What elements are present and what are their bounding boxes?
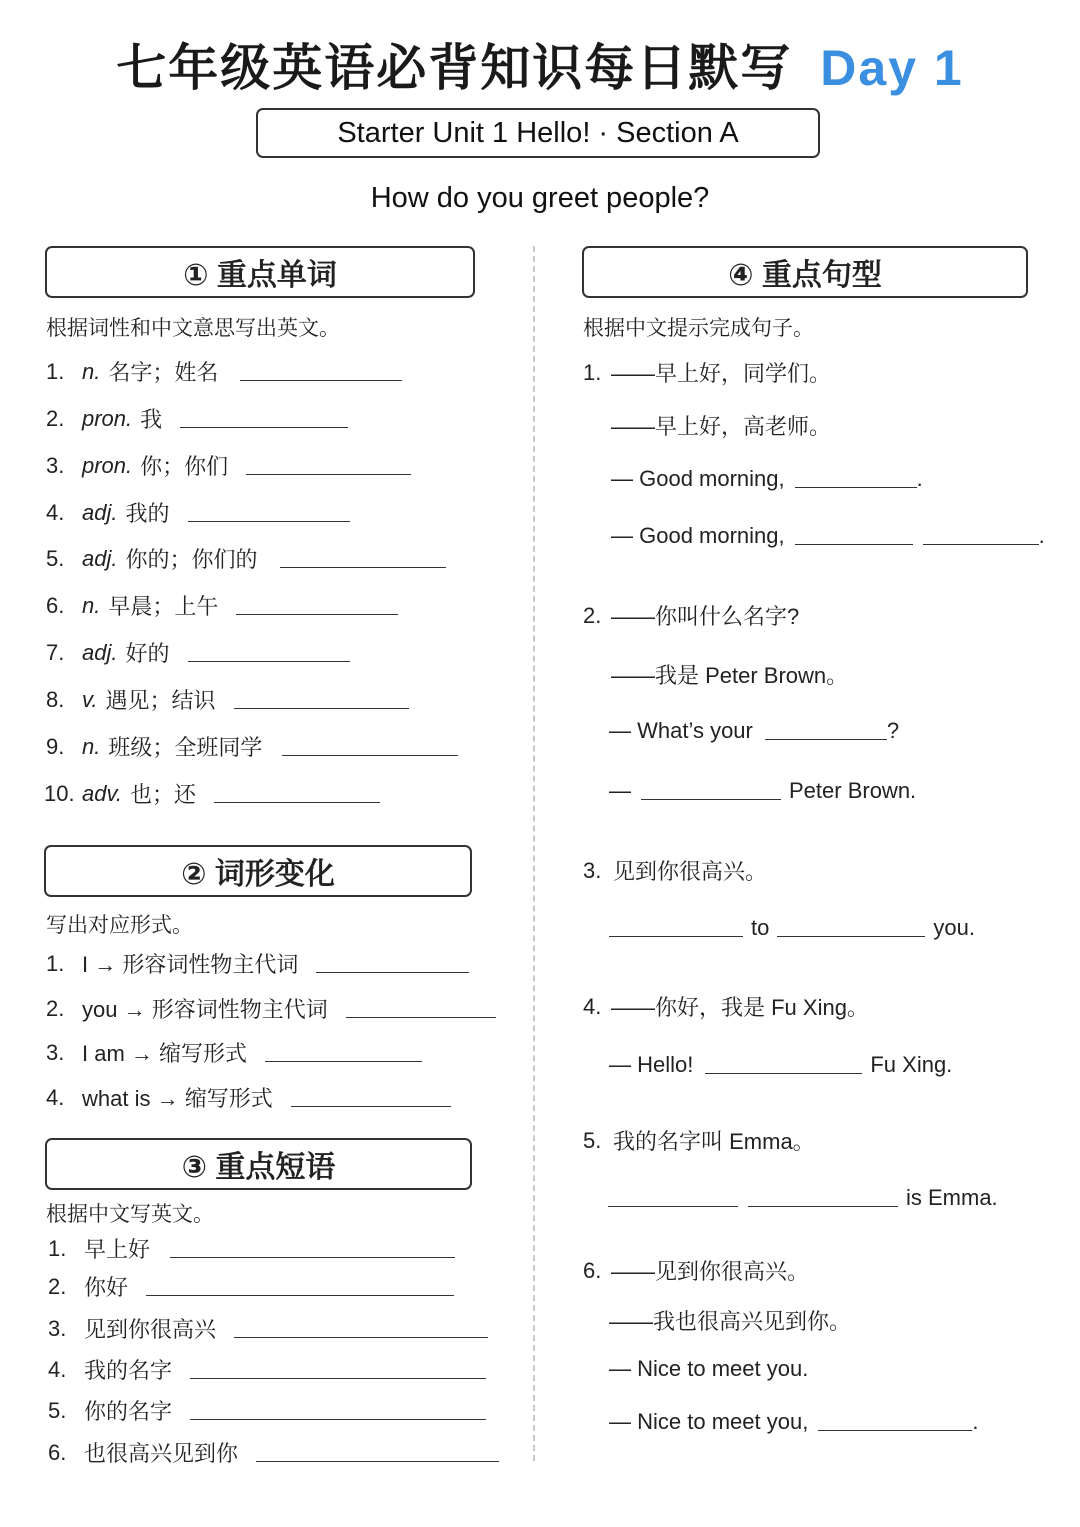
- answer-blank[interactable]: [795, 543, 913, 545]
- form-item-1: [46, 948, 469, 979]
- item-number: 5.: [48, 1397, 67, 1423]
- item-text: 遇见；结识: [105, 688, 216, 713]
- item-number: 4.: [583, 993, 602, 1019]
- item-number: 2.: [48, 1273, 67, 1299]
- answer-blank[interactable]: [280, 566, 446, 568]
- section1-instruction: 根据词性和中文意思写出英文。: [46, 317, 340, 340]
- answer-blank[interactable]: [190, 1377, 486, 1379]
- item-text: I am → 缩写形式: [82, 1041, 248, 1066]
- item-text: 早上好: [84, 1237, 151, 1262]
- item-number: 4.: [46, 1084, 65, 1110]
- item-number: 6.: [46, 592, 65, 618]
- sentence-4-prompt: [583, 991, 869, 1022]
- item-number: 3.: [46, 452, 65, 478]
- answer-blank[interactable]: [188, 520, 350, 522]
- item-text: I → 形容词性物主代词: [82, 952, 299, 977]
- phrase-item-4: [48, 1354, 486, 1385]
- item-number: 6.: [48, 1439, 67, 1465]
- form-item-2: [46, 993, 496, 1024]
- title-day: Day 1: [820, 40, 964, 96]
- sentence-2-answer-2: [609, 778, 916, 804]
- answer-blank[interactable]: [265, 1060, 422, 1062]
- answer-blank[interactable]: [256, 1460, 499, 1462]
- item-number: 1.: [46, 358, 65, 384]
- english-text: Fu Xing.: [870, 1052, 953, 1077]
- item-number: 2.: [46, 995, 65, 1021]
- part-of-speech: pron.: [82, 452, 133, 478]
- item-text: 我: [140, 407, 163, 432]
- sentence-1-prompt: [583, 357, 831, 388]
- phrase-item-1: [48, 1233, 455, 1264]
- chinese-line: ——早上好，高老师。: [611, 414, 832, 439]
- part-of-speech: n.: [82, 358, 101, 384]
- answer-blank[interactable]: [641, 798, 781, 800]
- form-item-3: [46, 1037, 422, 1068]
- part-of-speech: adj.: [82, 545, 118, 571]
- answer-blank[interactable]: [234, 707, 409, 709]
- chinese-line: ——我是 Peter Brown。: [611, 663, 849, 688]
- answer-blank[interactable]: [188, 660, 350, 662]
- sentence-6-prompt: [583, 1255, 809, 1286]
- part-of-speech: adv.: [82, 780, 122, 806]
- item-number: 10.: [44, 780, 75, 806]
- answer-blank[interactable]: [316, 971, 469, 973]
- answer-blank[interactable]: [777, 935, 925, 937]
- answer-blank[interactable]: [246, 473, 411, 475]
- item-text: 你的名字: [84, 1399, 173, 1424]
- vocab-item-4: [46, 497, 350, 528]
- part-of-speech: adj.: [82, 639, 118, 665]
- phrase-item-3: [48, 1313, 488, 1344]
- column-divider: [533, 246, 535, 1461]
- english-text: to: [751, 915, 770, 940]
- part-of-speech: n.: [82, 592, 101, 618]
- english-text: you.: [933, 915, 975, 940]
- english-line: — Nice to meet you.: [609, 1356, 809, 1381]
- answer-blank[interactable]: [240, 379, 402, 381]
- item-number: 6.: [583, 1257, 602, 1283]
- english-line: —: [609, 778, 631, 803]
- item-number: 1.: [46, 950, 65, 976]
- sentence-2-answer-1: [609, 718, 899, 744]
- english-line: — Nice to meet you,: [609, 1409, 809, 1434]
- answer-blank[interactable]: [146, 1294, 454, 1296]
- item-text: 我的名字: [84, 1358, 173, 1383]
- form-item-4: [46, 1082, 451, 1113]
- vocab-item-1: [46, 356, 402, 387]
- english-line: — Hello!: [609, 1052, 694, 1077]
- chinese-line: 见到你很高兴。: [613, 859, 768, 884]
- item-number: 2.: [46, 405, 65, 431]
- answer-blank[interactable]: [923, 543, 1039, 545]
- answer-blank[interactable]: [818, 1429, 972, 1431]
- phrase-item-6: [48, 1437, 499, 1468]
- part-of-speech: pron.: [82, 405, 133, 431]
- punctuation: .: [972, 1409, 979, 1434]
- english-text: is Emma.: [906, 1185, 998, 1210]
- sentence-1-prompt-2: [611, 410, 831, 441]
- chinese-line: ——你叫什么名字?: [611, 604, 800, 629]
- punctuation: .: [1038, 523, 1045, 548]
- item-number: 5.: [46, 545, 65, 571]
- section1-heading: ① 重点单词: [45, 246, 475, 298]
- chinese-line: ——我也很高兴见到你。: [609, 1309, 852, 1334]
- item-text: 见到你很高兴: [84, 1317, 217, 1342]
- sentence-6-answer-1: [609, 1356, 808, 1382]
- page-title: [0, 28, 1080, 100]
- item-number: 1.: [583, 359, 602, 385]
- item-text: 早晨；上午: [108, 594, 219, 619]
- english-text: Peter Brown.: [789, 778, 917, 803]
- item-number: 4.: [46, 499, 65, 525]
- vocab-item-7: [46, 637, 350, 668]
- item-number: 8.: [46, 686, 65, 712]
- sentence-2-prompt-2: [611, 659, 848, 690]
- item-text: 你的；你们的: [125, 547, 258, 572]
- answer-blank[interactable]: [748, 1205, 898, 1207]
- item-number: 3.: [48, 1315, 67, 1341]
- item-number: 2.: [583, 602, 602, 628]
- answer-blank[interactable]: [705, 1072, 862, 1074]
- item-text: 班级；全班同学: [108, 735, 263, 760]
- english-line: — What’s your: [609, 718, 753, 743]
- phrase-item-5: [48, 1395, 486, 1426]
- item-text: 也；还: [129, 782, 196, 807]
- vocab-item-5: [46, 543, 446, 574]
- chinese-line: ——早上好，同学们。: [611, 361, 832, 386]
- sentence-1-answer-2: [611, 523, 1045, 549]
- vocab-item-8: [46, 684, 409, 715]
- sentence-1-answer-1: [611, 466, 923, 492]
- chinese-line: ——见到你很高兴。: [611, 1259, 810, 1284]
- item-text: 你；你们: [140, 454, 229, 479]
- item-text: 也很高兴见到你: [84, 1441, 239, 1466]
- part-of-speech: v.: [82, 686, 98, 712]
- sentence-2-prompt: [583, 600, 799, 631]
- answer-blank[interactable]: [234, 1336, 488, 1338]
- item-number: 3.: [583, 857, 602, 883]
- english-line: — Good morning,: [611, 523, 785, 548]
- section4-heading: ④ 重点句型: [582, 246, 1028, 298]
- answer-blank[interactable]: [236, 613, 398, 615]
- sentence-6-answer-2: [609, 1409, 978, 1435]
- answer-blank[interactable]: [765, 738, 887, 740]
- vocab-item-3: [46, 450, 411, 481]
- sentence-3-answer: [609, 915, 975, 941]
- title-cn: 七年级英语必背知识每日默写: [116, 40, 793, 96]
- item-text: 好的: [125, 641, 170, 666]
- vocab-item-9: [46, 731, 458, 762]
- sentence-4-answer: [609, 1052, 952, 1078]
- item-number: 1.: [48, 1235, 67, 1261]
- answer-blank[interactable]: [609, 935, 743, 937]
- english-line: — Good morning,: [611, 466, 785, 491]
- item-number: 4.: [48, 1356, 67, 1382]
- item-text: 你好: [84, 1275, 129, 1300]
- answer-blank[interactable]: [608, 1205, 738, 1207]
- chinese-line: 我的名字叫 Emma。: [613, 1129, 815, 1154]
- item-text: what is → 缩写形式: [82, 1086, 273, 1111]
- sentence-6-prompt-2: [609, 1305, 851, 1336]
- section4-instruction: 根据中文提示完成句子。: [583, 317, 814, 340]
- punctuation: ?: [886, 718, 900, 743]
- answer-blank[interactable]: [180, 426, 348, 428]
- part-of-speech: adj.: [82, 499, 118, 525]
- section2-instruction: 写出对应形式。: [46, 914, 193, 937]
- item-text: you → 形容词性物主代词: [82, 997, 328, 1022]
- answer-blank[interactable]: [190, 1418, 486, 1420]
- sentence-5-prompt: [583, 1125, 815, 1156]
- section3-heading: ③ 重点短语: [45, 1138, 472, 1190]
- answer-blank[interactable]: [795, 486, 917, 488]
- vocab-item-6: [46, 590, 398, 621]
- answer-blank[interactable]: [282, 754, 458, 756]
- item-number: 7.: [46, 639, 65, 665]
- part-of-speech: n.: [82, 733, 101, 759]
- item-number: 9.: [46, 733, 65, 759]
- lesson-question: How do you greet people?: [370, 182, 710, 214]
- item-number: 3.: [46, 1039, 65, 1065]
- answer-blank[interactable]: [291, 1105, 451, 1107]
- sentence-5-answer: [608, 1185, 998, 1211]
- unit-label: Starter Unit 1 Hello! · Section A: [256, 108, 820, 158]
- answer-blank[interactable]: [170, 1256, 455, 1258]
- section3-instruction: 根据中文写英文。: [46, 1203, 214, 1226]
- chinese-line: ——你好，我是 Fu Xing。: [611, 995, 869, 1020]
- item-text: 名字；姓名: [108, 360, 219, 385]
- phrase-item-2: [48, 1271, 454, 1302]
- punctuation: .: [916, 466, 923, 491]
- answer-blank[interactable]: [214, 801, 380, 803]
- item-number: 5.: [583, 1127, 602, 1153]
- vocab-item-10: [44, 778, 380, 809]
- answer-blank[interactable]: [346, 1016, 496, 1018]
- item-text: 我的: [125, 501, 170, 526]
- vocab-item-2: [46, 403, 348, 434]
- sentence-3-prompt: [583, 855, 767, 886]
- section2-heading: ② 词形变化: [44, 845, 472, 897]
